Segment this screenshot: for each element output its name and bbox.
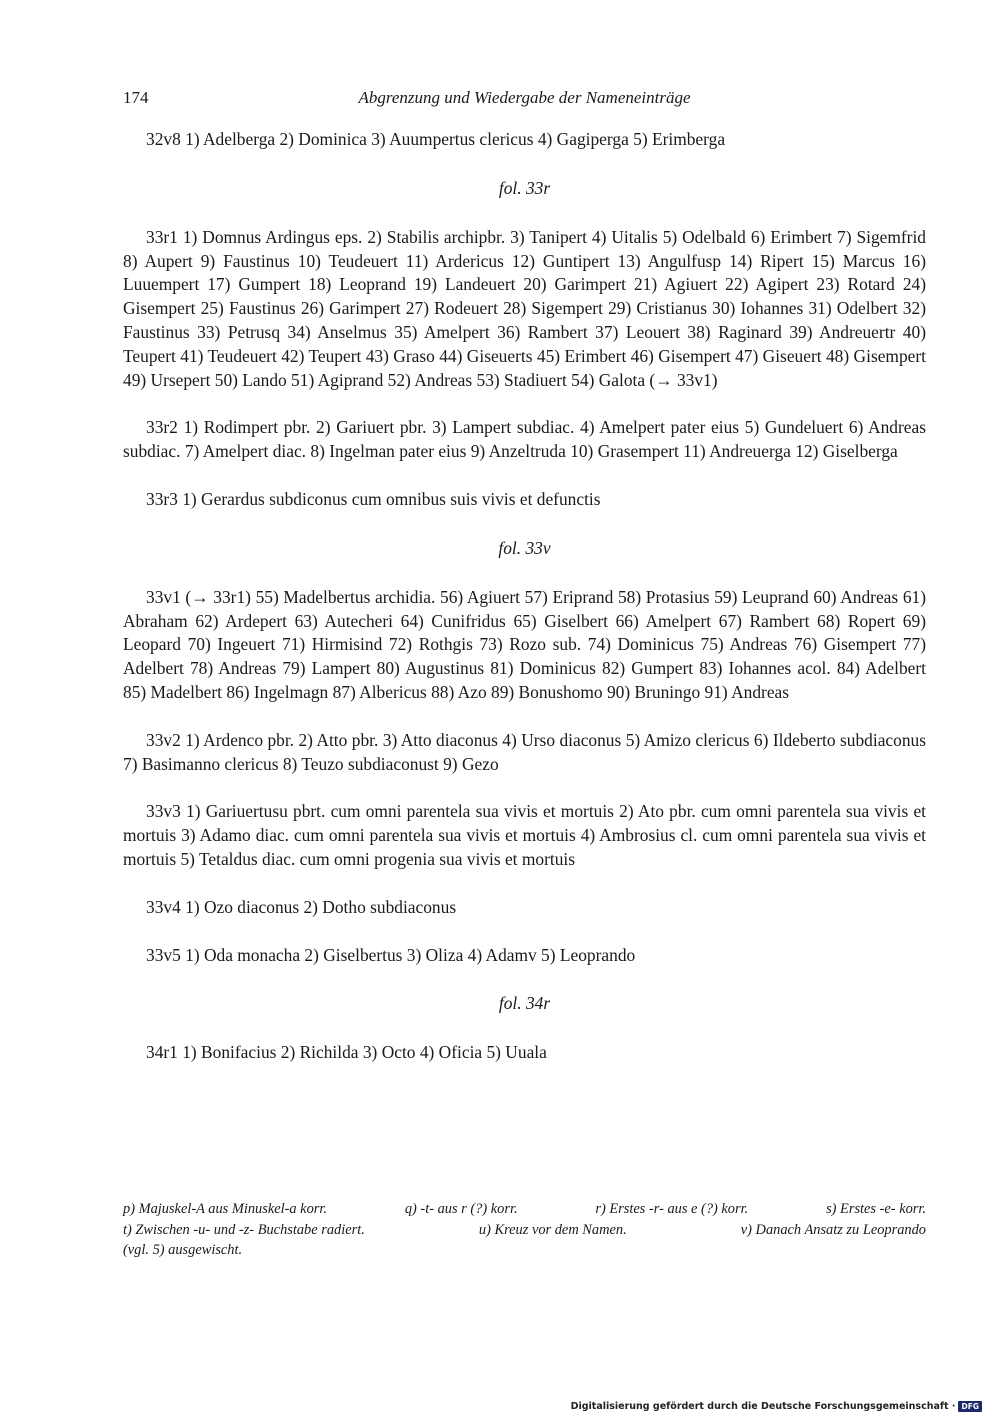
body-text	[123, 128, 926, 1089]
entry-34r1: 34r1 1) Bonifacius 2) Richilda 3) Octo 4) Oficia 5) Uuala	[146, 1042, 547, 1063]
footnote-t: t) Zwischen -u- und -z- Buchstabe radiert.	[123, 1221, 365, 1238]
entry-33v1: 33v1 (→ 33r1) 55) Madelbertus archidia. 56) Agiuert 57) Eriprand 58) Protasius 59) Leuprand 60) Andreas 61) Abraham 62) Ardepert 63) Autecheri 64) Cunifridus 65) Giselbert 66) Amelpert 67) Rambert 68) Ropert 69) Leopard 70) Ingeuert 71) Hirmisind 72) Rothgis 73) Rozo sub. 74) Dominicus 75) Andreas 76) Gisempert 77) Adelbert 78) Andreas 79) Lampert 80) Augustinus 81) Dominicus 82) Gumpert 83) Iohannes acol. 84) Adelbert 85) Madelbert 86) Ingelmagn 87) Albericus 88) Azo 89) Bonushomo 90) Bruningo 91) Andreas	[123, 586, 926, 702]
entry-33v2: 33v2 1) Ardenco pbr. 2) Atto pbr. 3) Atto diaconus 4) Urso diaconus 5) Amizo clericus 6) Ildeberto subdiaconus 7) Basimanno clericus 8) Teuzo subdiaconust 9) Gezo	[123, 729, 926, 774]
entry-33r1: 33r1 1) Domnus Ardingus eps. 2) Stabilis archipbr. 3) Tanipert 4) Uitalis 5) Odelbald 6) Erimbert 7) Sigemfrid 8) Aupert 9) Faustinus 10) Teudeuert 11) Ardericus 12) Guntipert 13) Angulfusp 14) Ripert 15) Marcus 16) Luuempert 17) Gumpert 18) Leoprand 19) Landeuert 20) Garimpert 21) Agiuert 22) Agipert 23) Rotard 24) Gisempert 25) Faustinus 26) Garimpert 27) Rodeuert 28) Sigempert 29) Cristianus 30) Iohannes 31) Odelbert 32) Faustinus 33) Petrusq 34) Anselmus 35) Amelpert 36) Rambert 37) Leouert 38) Raginard 39) Andreuertr 40) Teupert 41) Teudeuert 42) Teupert 43) Graso 44) Giseuerts 45) Erimbert 46) Gisempert 47) Giseuert 48) Gisempert 49) Ursepert 50) Lando 51) Agiprand 52) Andreas 53) Stadiuert 54) Galota (→ 33v1)	[123, 226, 926, 390]
folio-heading: fol. 33r	[498, 177, 551, 198]
entry-33r2: 33r2 1) Rodimpert pbr. 2) Gariuert pbr. 3) Lampert subdiac. 4) Amelpert pater eius 5) Gundeluert 6) Andreas subdiac. 7) Amelpert diac. 8) Ingelman pater eius 9) Anzeltruda 10) Grasempert 11) Andreuerga 12) Giselberga	[123, 417, 926, 462]
entry-33v4: 33v4 1) Ozo diaconus 2) Dotho subdiaconus	[146, 896, 457, 917]
funding-text: Digitalisierung gefördert durch die Deutsche Forschungsgemeinschaft ·	[570, 1401, 956, 1412]
entry-33v3: 33v3 1) Gariuertusu pbrt. cum omni parentela sua vivis et mortuis 2) Ato pbr. cum omni parentela sua vivis et mortuis 3) Adamo diac. cum omni parentela sua vivis et mortuis 4) Ambrosius cl. cum omni parentela sua vivis et mortuis 5) Tetaldus diac. cum omni progenia sua vivis et mortuis	[123, 801, 926, 869]
footnote-q: q) -t- aus r (?) korr.	[404, 1201, 518, 1217]
folio-heading: fol. 33v	[498, 537, 551, 558]
running-title: Abgrenzung und Wiedergabe der Nameneinträge	[358, 88, 691, 107]
footnote-v-cont: (vgl. 5) ausgewischt.	[123, 1242, 243, 1258]
footnote-p: p) Majuskel-A aus Minuskel-a korr.	[123, 1201, 327, 1217]
page-number: 174	[123, 88, 149, 107]
funding-footer	[571, 1401, 982, 1412]
footnote-row	[123, 1220, 926, 1241]
dfg-logo-icon: DFG	[958, 1401, 982, 1412]
footnote-row	[123, 1240, 926, 1261]
footnote-u: u) Kreuz vor dem Namen.	[478, 1221, 627, 1238]
footnote-r: r) Erstes -r- aus e (?) korr.	[595, 1201, 749, 1217]
folio-heading: fol. 34r	[498, 993, 551, 1014]
footnote-row	[123, 1199, 926, 1220]
footnote-v: v) Danach Ansatz zu Leoprando	[740, 1221, 926, 1238]
footnotes	[123, 1199, 926, 1261]
footnote-s: s) Erstes -e- korr.	[826, 1201, 926, 1217]
entry-32v8: 32v8 1) Adelberga 2) Dominica 3) Auumpertus clericus 4) Gagiperga 5) Erimberga	[146, 129, 726, 149]
entry-33v5: 33v5 1) Oda monacha 2) Giselbertus 3) Oliza 4) Adamv 5) Leoprando	[146, 944, 636, 965]
page-header	[123, 88, 926, 112]
entry-33r3: 33r3 1) Gerardus subdiconus cum omnibus suis vivis et defunctis	[146, 488, 601, 509]
